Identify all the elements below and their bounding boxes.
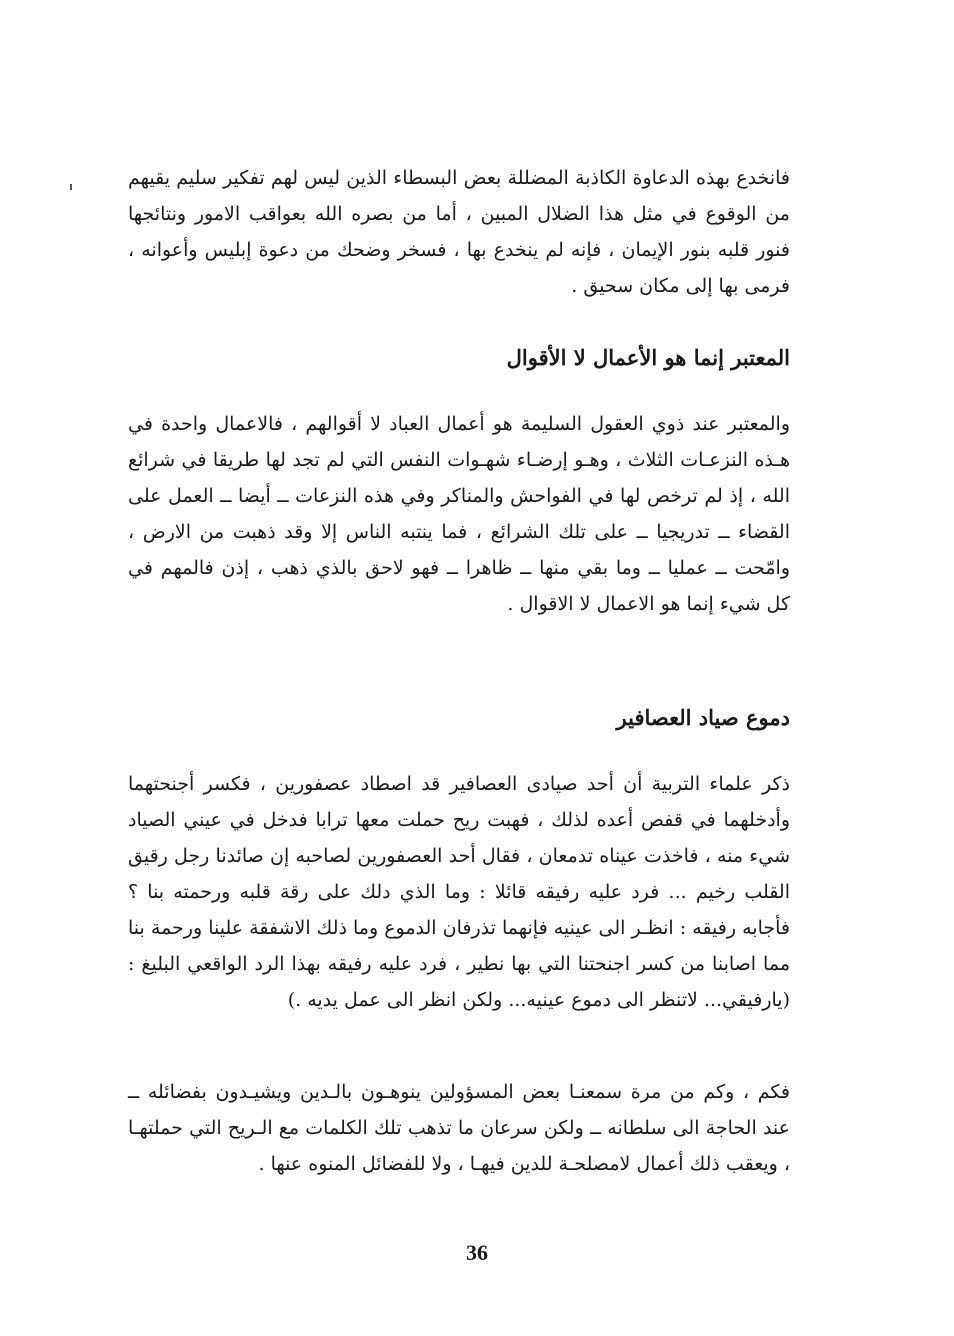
section-heading-1: المعتبر إنما هو الأعمال لا الأقوال: [506, 345, 790, 370]
margin-mark: [70, 184, 72, 190]
paragraph-3: ذكر علماء التربية أن أحد صيادى العصافير قد اصطاد عصفورين ، فكسر أجنحتهما وأدخلهما في قفص أعده لذلك ، فهبت ريح حملت معها ترابا فدخل في عيني الصياد شيء منه ، فاخذت عيناه تدمعان ، فقال أحد العصفورين لصاحبه إن صائدنا رجل رقيق القلب رخيم ... فرد عليه رفيقه قائلا : وما الذي دلك على رقة قلبه ورحمته بنا ؟ فأجابه رفيقه : انظـر الى عينيه فإنهما تذرفان الدموع وما ذلك الاشفقة علينا ورحمة بنا مما اصابنا من كسر اجنحتنا التي بها نطير ، فرد عليه رفيقه بهذا الرد الواقعي البليغ : (يارفيقي... لاتنظر الى دموع عينيه... ولكن انظر الى عمل يديه .): [128, 773, 790, 1011]
page-number: 36: [466, 1240, 488, 1265]
paragraph-4: فكم ، وكم من مرة سمعنـا بعض المسؤولين ينوهـون بالـدين ويشيـدون بفضائله ــ عند الحاجة الى سلطانه ــ ولكن سرعان ما تذهب تلك الكلمات مع الـريح التي حملتهـا ، ويعقب ذلك أعمال لامصلحـة للدين فيهـا ، ولا للفضائل المنوه عنها .: [128, 1081, 790, 1175]
section-heading-2: دموع صياد العصافير: [616, 705, 790, 730]
paragraph-2: والمعتبر عند ذوي العقول السليمة هو أعمال العباد لا أقوالهم ، فالاعمال واحدة في هـذه النزعـات الثلاث ، وهـو إرضـاء شهـوات النفس التي لم تجد لها طريقا في شرائع الله ، إذ لم ترخص لها في الفواحش والمناكر وفي هذه النزعات ــ أيضا ــ العمل على القضاء ــ تدريجيا ــ على تلك الشرائع ، فما ينتبه الناس إلا وقد ذهبت من الارض ، وامّحت ــ عمليا ــ وما بقي منها ــ ظاهرا ــ فهو لاحق بالذي ذهب ، إذن فالمهم في كل شيء إنما هو الاعمال لا الاقوال .: [128, 413, 791, 615]
paragraph-1: فانخدع بهذه الدعاوة الكاذبة المضللة بعض البسطاء الذين ليس لهم تفكير سليم يقيهم من الوقوع في مثل هذا الضلال المبين ، أما من بصره الله بعواقب الامور ونتائجها فنور قلبه بنور الإيمان ، فإنه لم ينخدع بها ، فسخر وضحك من دعوة إبليس وأعوانه ، فرمى بها إلى مكان سحيق .: [128, 167, 790, 297]
